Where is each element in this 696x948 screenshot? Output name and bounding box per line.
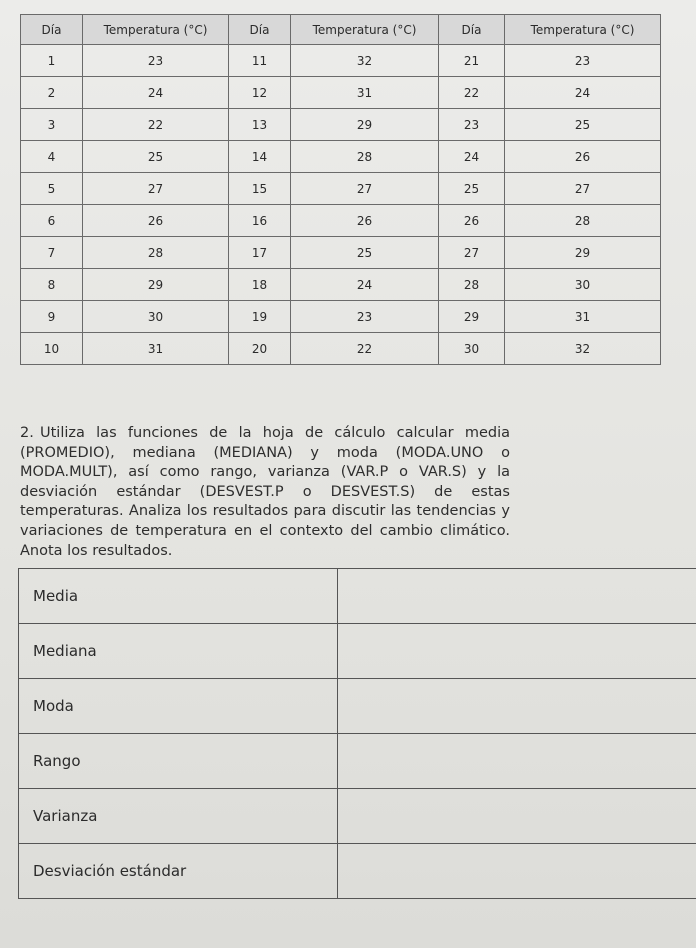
temperature-cell: 29 bbox=[83, 269, 229, 301]
table-row bbox=[21, 45, 661, 77]
day-cell: 4 bbox=[21, 141, 83, 173]
day-cell: 16 bbox=[229, 205, 291, 237]
statistic-answer-cell[interactable] bbox=[338, 569, 696, 624]
temperature-cell: 27 bbox=[291, 173, 439, 205]
statistic-label: Rango bbox=[19, 734, 338, 789]
temperature-cell: 23 bbox=[83, 45, 229, 77]
temperature-cell: 22 bbox=[291, 333, 439, 365]
table-row bbox=[21, 141, 661, 173]
temperature-cell: 28 bbox=[291, 141, 439, 173]
temperature-cell: 30 bbox=[505, 269, 661, 301]
day-cell: 21 bbox=[439, 45, 505, 77]
table-row bbox=[21, 301, 661, 333]
statistic-label: Mediana bbox=[19, 624, 338, 679]
day-cell: 17 bbox=[229, 237, 291, 269]
temperature-cell: 31 bbox=[83, 333, 229, 365]
exercise-instructions bbox=[20, 424, 510, 561]
temperature-cell: 28 bbox=[83, 237, 229, 269]
day-cell: 8 bbox=[21, 269, 83, 301]
header-day: Día bbox=[229, 15, 291, 45]
table-row bbox=[21, 333, 661, 365]
header-day: Día bbox=[439, 15, 505, 45]
table-row bbox=[21, 205, 661, 237]
temperature-cell: 25 bbox=[291, 237, 439, 269]
day-cell: 3 bbox=[21, 109, 83, 141]
results-table-body bbox=[19, 569, 696, 899]
table-row bbox=[19, 624, 696, 679]
temperature-cell: 29 bbox=[291, 109, 439, 141]
day-cell: 23 bbox=[439, 109, 505, 141]
temperature-cell: 22 bbox=[83, 109, 229, 141]
temperature-cell: 26 bbox=[505, 141, 661, 173]
day-cell: 28 bbox=[439, 269, 505, 301]
statistic-label: Media bbox=[19, 569, 338, 624]
day-cell: 19 bbox=[229, 301, 291, 333]
day-cell: 5 bbox=[21, 173, 83, 205]
exercise-number: 2. bbox=[20, 425, 34, 441]
table-row bbox=[19, 679, 696, 734]
day-cell: 29 bbox=[439, 301, 505, 333]
temperature-cell: 23 bbox=[505, 45, 661, 77]
temperature-cell: 27 bbox=[83, 173, 229, 205]
header-temperature: Temperatura (°C) bbox=[505, 15, 661, 45]
statistic-answer-cell[interactable] bbox=[338, 789, 696, 844]
day-cell: 26 bbox=[439, 205, 505, 237]
table-row bbox=[21, 77, 661, 109]
header-day: Día bbox=[21, 15, 83, 45]
temperature-table bbox=[20, 14, 661, 365]
header-temperature: Temperatura (°C) bbox=[291, 15, 439, 45]
day-cell: 6 bbox=[21, 205, 83, 237]
temperature-cell: 30 bbox=[83, 301, 229, 333]
temperature-cell: 28 bbox=[505, 205, 661, 237]
temperature-cell: 26 bbox=[291, 205, 439, 237]
temperature-cell: 24 bbox=[83, 77, 229, 109]
temperature-cell: 27 bbox=[505, 173, 661, 205]
statistic-answer-cell[interactable] bbox=[338, 624, 696, 679]
day-cell: 12 bbox=[229, 77, 291, 109]
table-row bbox=[21, 173, 661, 205]
temperature-cell: 24 bbox=[505, 77, 661, 109]
statistic-label: Moda bbox=[19, 679, 338, 734]
temperature-cell: 32 bbox=[291, 45, 439, 77]
temperature-cell: 29 bbox=[505, 237, 661, 269]
day-cell: 2 bbox=[21, 77, 83, 109]
day-cell: 9 bbox=[21, 301, 83, 333]
temperature-cell: 31 bbox=[291, 77, 439, 109]
table-row bbox=[21, 237, 661, 269]
statistic-answer-cell[interactable] bbox=[338, 734, 696, 789]
day-cell: 27 bbox=[439, 237, 505, 269]
table-row bbox=[19, 734, 696, 789]
day-cell: 7 bbox=[21, 237, 83, 269]
day-cell: 10 bbox=[21, 333, 83, 365]
table-row bbox=[19, 789, 696, 844]
day-cell: 20 bbox=[229, 333, 291, 365]
day-cell: 14 bbox=[229, 141, 291, 173]
temperature-cell: 25 bbox=[505, 109, 661, 141]
day-cell: 18 bbox=[229, 269, 291, 301]
day-cell: 30 bbox=[439, 333, 505, 365]
statistic-label: Varianza bbox=[19, 789, 338, 844]
table-row bbox=[19, 569, 696, 624]
temperature-table-body bbox=[21, 45, 661, 365]
temperature-cell: 26 bbox=[83, 205, 229, 237]
statistic-answer-cell[interactable] bbox=[338, 844, 696, 899]
temperature-cell: 32 bbox=[505, 333, 661, 365]
table-row bbox=[19, 844, 696, 899]
temperature-cell: 25 bbox=[83, 141, 229, 173]
statistic-label: Desviación estándar bbox=[19, 844, 338, 899]
day-cell: 22 bbox=[439, 77, 505, 109]
day-cell: 13 bbox=[229, 109, 291, 141]
header-temperature: Temperatura (°C) bbox=[83, 15, 229, 45]
statistic-answer-cell[interactable] bbox=[338, 679, 696, 734]
day-cell: 15 bbox=[229, 173, 291, 205]
temperature-cell: 24 bbox=[291, 269, 439, 301]
day-cell: 25 bbox=[439, 173, 505, 205]
day-cell: 24 bbox=[439, 141, 505, 173]
temperature-table-header bbox=[21, 15, 661, 45]
results-table bbox=[18, 568, 696, 899]
table-row bbox=[21, 269, 661, 301]
day-cell: 11 bbox=[229, 45, 291, 77]
temperature-cell: 31 bbox=[505, 301, 661, 333]
temperature-cell: 23 bbox=[291, 301, 439, 333]
table-row bbox=[21, 109, 661, 141]
exercise-text: Utiliza las funciones de la hoja de cálculo calcular media (PROMEDIO), mediana (MEDIANA) y moda (MODA.UNO o MODA.MULT), así como rango, varianza (VAR.P o VAR.S) y la desviación estándar (DESVEST.P o DESVEST.S) de estas temperaturas. Analiza los resultados para discutir las tendencias y variaciones de temperatura en el contexto del cambio climático. Anota los resultados. bbox=[20, 425, 510, 559]
day-cell: 1 bbox=[21, 45, 83, 77]
